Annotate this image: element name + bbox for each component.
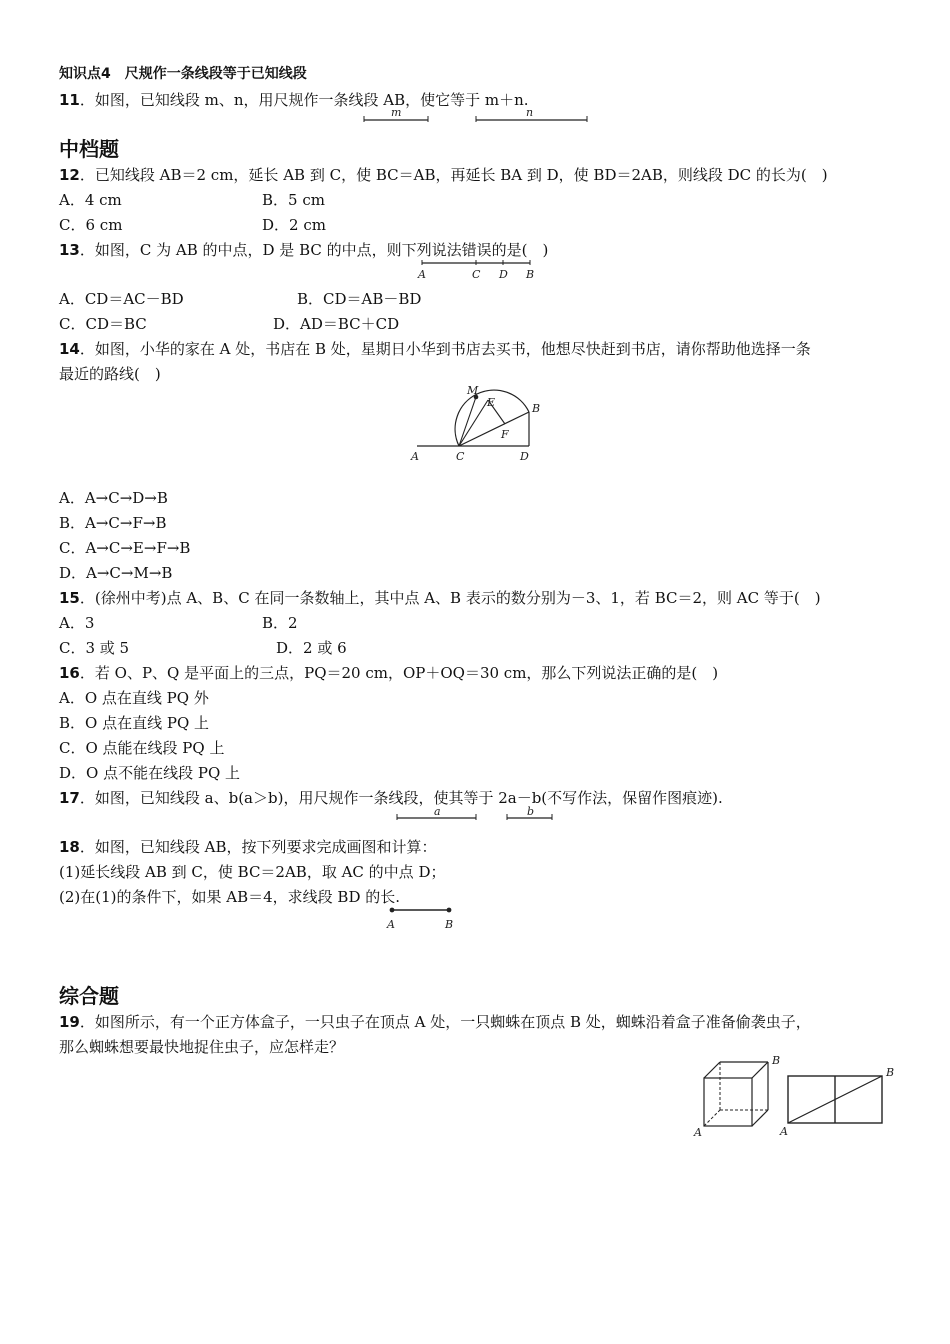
label-A: A [387,918,395,931]
label-B: B [886,1066,895,1079]
option-15-D: D．2 或 6 [276,639,347,657]
label-A: A [411,450,419,463]
question-16 [59,663,718,683]
option-15-C: C．3 或 5 [59,639,130,657]
question-14 [59,339,811,359]
question-19-line2: 那么蜘蛛想要最快地捉住虫子，应怎样走？ [59,1038,345,1056]
question-text: ．如图，已知线段 AB，按下列要求完成画图和计算： [79,838,437,856]
label-C: C [472,268,481,281]
figure-q13-segment [412,256,542,284]
section-title-kp4: 知识点4 尺规作一条线段等于已知线段 [59,66,307,82]
option-16-C: C．O 点能在线段 PQ 上 [59,739,225,757]
question-number: 18 [59,838,80,856]
label-B: B [532,402,541,415]
question-text: ．如图所示，有一个正方体盒子，一只虫子在顶点 A 处，一只蜘蛛在顶点 B 处，蜘蛛沿着盒子准备偷袭虫子， [79,1013,811,1031]
option-12-C: C．6 cm [59,216,123,234]
figure-q19-net [778,1064,903,1140]
label-n: n [526,106,534,119]
question-text: ．如图，小华的家在 A 处，书店在 B 处，星期日小华到书店去买书，他想尽快赶到书店，请你帮助他选择一条 [79,340,811,358]
label-b: b [527,805,535,818]
question-number: 13 [59,241,80,259]
label-B: B [445,918,454,931]
question-number: 14 [59,340,80,358]
option-16-D: D．O 点不能在线段 PQ 上 [59,764,241,782]
figure-q14-route [405,380,545,470]
question-12 [59,165,828,185]
label-C: C [456,450,465,463]
option-13-A: A．CD＝AC－BD [59,290,184,308]
option-15-B: B．2 [262,614,298,632]
figure-q19-cube [690,1050,790,1142]
option-16-B: B．O 点在直线 PQ 上 [59,714,210,732]
option-14-C: C．A→C→E→F→B [59,539,191,557]
question-number: 11 [59,91,80,109]
question-18-part1: (1)延长线段 AB 到 C，使 BC＝2AB，取 AC 的中点 D； [59,863,446,881]
option-14-A: A．A→C→D→B [59,489,168,507]
label-a: a [434,805,441,818]
option-12-A: A．4 cm [59,191,122,209]
question-19 [59,1012,811,1032]
question-15 [59,588,821,608]
label-F: F [501,428,509,441]
option-14-B: B．A→C→F→B [59,514,167,532]
option-13-C: C．CD＝BC [59,315,147,333]
option-13-D: D．AD＝BC＋CD [273,315,400,333]
label-D: D [499,268,508,281]
question-text: ．已知线段 AB＝2 cm，延长 AB 到 C，使 BC＝AB，再延长 BA 到 D，使 BD＝2AB，则线段 DC 的长为( ) [79,166,828,184]
figure-q17-segments [392,804,562,824]
label-M: M [467,384,479,397]
option-12-D: D．2 cm [262,216,326,234]
label-A: A [780,1125,788,1138]
question-number: 17 [59,789,80,807]
question-number: 16 [59,664,80,682]
option-13-B: B．CD＝AB－BD [297,290,422,308]
label-m: m [391,106,402,119]
question-number: 19 [59,1013,80,1031]
question-14-line2: 最近的路线( ) [59,365,161,383]
question-18 [59,837,437,857]
label-A: A [418,268,426,281]
label-B: B [526,268,535,281]
figure-q11-segments [360,104,600,126]
question-18-part2: (2)在(1)的条件下，如果 AB＝4，求线段 BD 的长. [59,888,401,906]
option-12-B: B．5 cm [262,191,325,209]
option-16-A: A．O 点在直线 PQ 外 [59,689,209,707]
option-14-D: D．A→C→M→B [59,564,173,582]
label-E: E [487,396,496,409]
question-text: ．如图，C 为 AB 的中点，D 是 BC 的中点，则下列说法错误的是( ) [79,241,549,259]
label-D: D [520,450,529,463]
question-17 [59,788,723,808]
label-A: A [694,1126,702,1139]
question-text: ．若 O、P、Q 是平面上的三点，PQ＝20 cm，OP＋OQ＝30 cm，那么下列说法正确的是( ) [79,664,719,682]
question-text: ．(徐州中考)点 A、B、C 在同一条数轴上，其中点 A、B 表示的数分别为－3、1，若 BC＝2，则 AC 等于( ) [79,589,821,607]
question-number: 12 [59,166,80,184]
question-text: ．如图，已知线段 a、b(a＞b)，用尺规作一条线段，使其等于 2a－b(不写作法，保留作图痕迹). [79,789,723,807]
figure-q18-segment [382,902,462,934]
heading-comprehensive: 综合题 [59,984,119,1008]
option-15-A: A．3 [59,614,95,632]
question-number: 15 [59,589,80,607]
question-text: ．如图，已知线段 m、n，用尺规作一条线段 AB，使它等于 m＋n. [79,91,529,109]
heading-medium: 中档题 [59,137,119,161]
label-B: B [772,1054,781,1067]
